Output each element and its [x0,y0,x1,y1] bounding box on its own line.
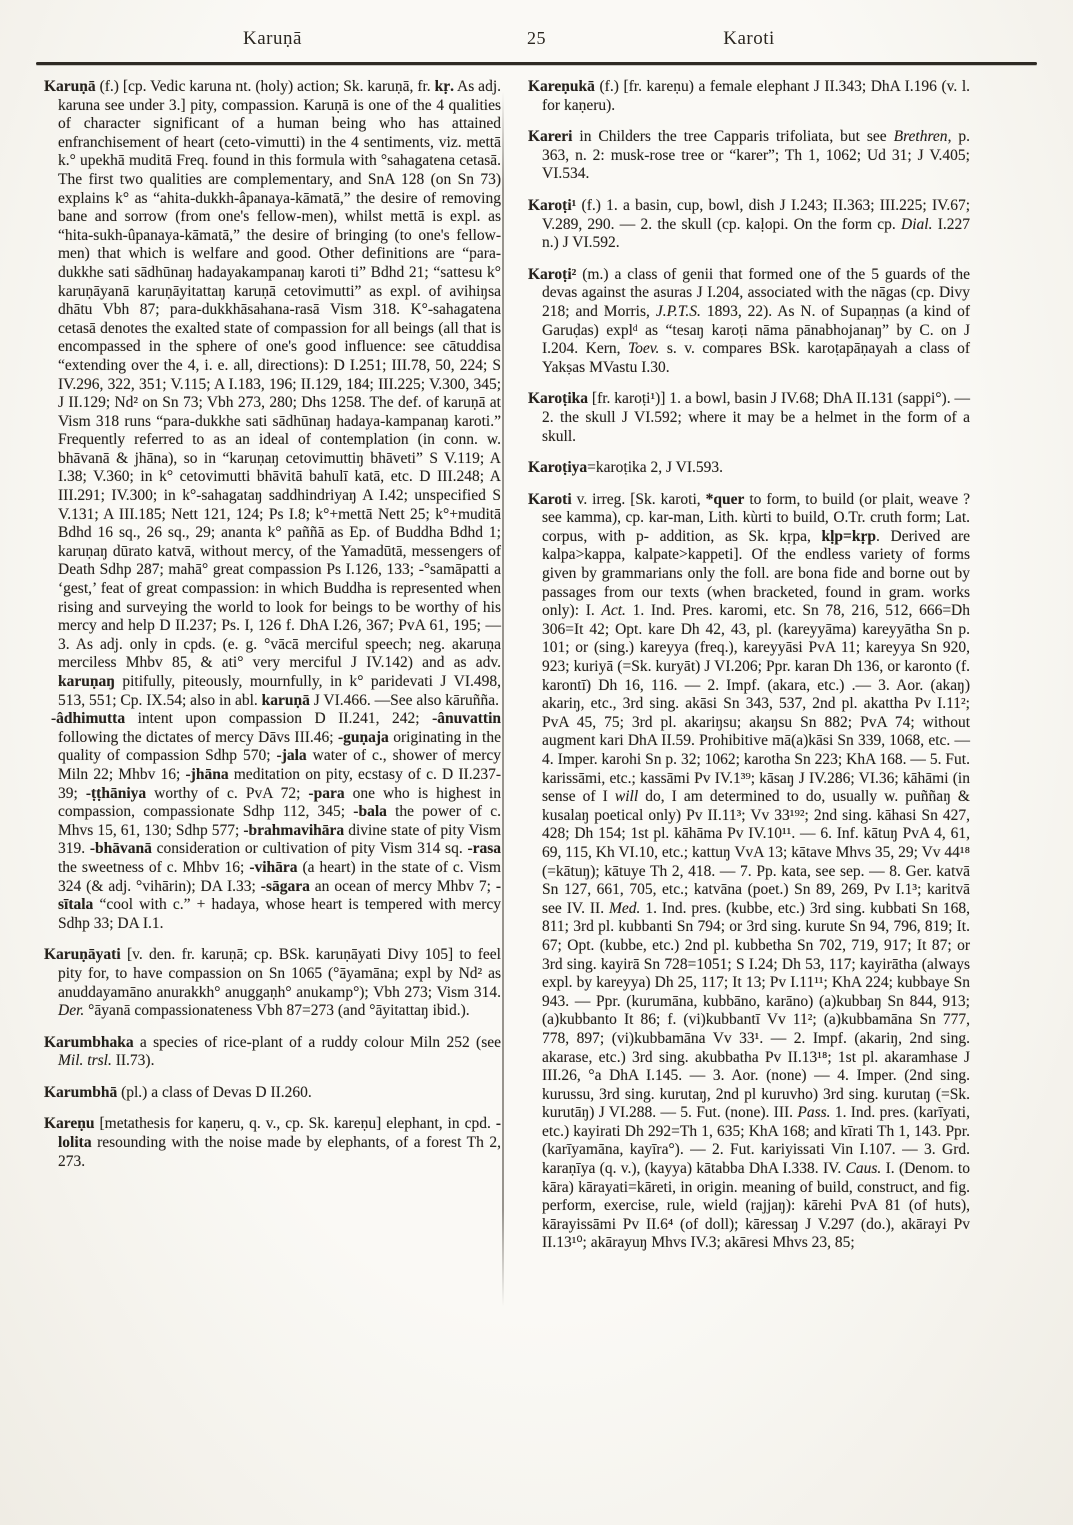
text-run: I. (Denom. to kāra) kārayati=kāreti, in origin. meaning of build, construct, and fig. perform, exercise, rule, wield (rajjaŋ): kārehi PvA 81 (of huts), kārayissāmi Pv II.6⁴ (of doll); kāressaŋ J V.297 (do.), akārayi Pv II.13¹⁰; akārayuŋ Mhvs IV.3; akāresi Mhvs 23, 85; [542,1160,970,1252]
bold-lemma: -guṇaja [337,728,389,746]
text-run: (pl.) a class of Devas D II.260. [117,1083,312,1101]
dictionary-entry [44,1084,501,1103]
running-header [0,28,1073,58]
text-run: following the dictates of mercy Dāvs III.46; [58,728,338,746]
text-run: (f.) [fr. kareṇu) a female elephant J II.343; DhA I.196 (v. l. for kaṇeru). [542,78,970,114]
text-run: II.73). [111,1052,155,1070]
entry-para [44,78,501,710]
bold-lemma: -vihāra [249,858,298,876]
entry-para [44,946,501,1020]
dictionary-entry [528,491,970,1253]
italic-ref: Dial. [901,215,933,233]
text-run: °āyanā compassionateness Vbh 87=273 (and °āyitattaŋ ibid.). [84,1002,470,1020]
bold-lemma: -bala [353,803,387,821]
text-run: . Derived are kalpa>kappa, kalpate>kappeti]. Of the endless variety of forms given by grammarians only the foll. are bona fide and borne out by passages from our texts (when bracketed, found in gram. works only): I. [542,527,971,620]
entry-para [528,266,970,378]
text-run: a species of rice-plant of a ruddy colour Miln 252 (see [133,1033,501,1051]
text-run: divine state of pity Vism 319. [58,821,501,858]
dictionary-entry [44,1034,501,1071]
headword: Karoṭi¹ [528,196,577,214]
bold-lemma: karuṇaŋ [58,673,115,690]
bold-lemma: -para [308,784,345,802]
text-run: intent upon compassion D II.241, 242; [125,710,433,728]
bold-lemma: *quer [705,490,745,508]
entry-para [528,459,970,478]
entry-para [44,1084,501,1103]
text-run: the power of c. Mhvs 15, 61, 130; Sdhp 577; [58,803,501,839]
dictionary-entry [528,128,970,184]
text-run: [v. den. fr. karuṇā; cp. BSk. karuṇāyati Divy 105] to feel pity for, to have compassion on Sn 1065 (°āyamāna; expl by Nd² as anuddayamāno anurakkh° anuggaṇh° anukamp°); Vbh 273; Vism 314. [58,946,501,1001]
bold-lemma: -bhāvanā [89,840,152,858]
text-run: s. v. compares BSk. karoṭapāṇayah a class of Yakṣas MVastu I.30. [542,340,970,376]
running-title-right: Karoti [723,28,775,49]
headword: Karumbhā [44,1083,118,1101]
headword: Kareṇu [44,1115,95,1133]
text-run: do, I am determined to do, usually w. puññaŋ & kusalaŋ poetical only) Pv II.11³; Vv 33¹⁹²; 2nd sing. kāhasi Sn 427, 428; Dh 154; 1st pl. kāhāma Pv IV.10¹¹. — 6. Inf. kātuŋ PvA 4, 61, 69, 115, Kh VI.10, etc.; kattuŋ VvA 13; kātave Mhvs 35, 29; Vv 44¹⁸ (=kātuŋ); kātuye Th 2, 418. — 7. Pp. kata, see sep. — 8. Ger. katvā Sn 127, 661, 705, etc.; katvāna (poet.) Sn 89, 269, Pv I.1³; karitvā see IV. II. [542,788,970,917]
text-run: , p. 363, n. 2: musk-rose tree or “karer”; Th 1, 1062; Ud 31; J V.405; VI.534. [542,128,970,183]
text-run: [fr. karoṭi¹)] 1. a bowl, basin J IV.68; DhA II.131 (sappi°). — 2. the skull J VI.592; where it may be a helmet in the form of a skull. [542,390,970,445]
text-run: v. irreg. [Sk. karoti, [571,490,706,508]
text-run: [metathesis for kaṇeru, q. v., cp. Sk. kareṇu] elephant, in cpd. [94,1115,496,1133]
headword: Karuṇāyati [44,946,121,964]
text-run: the sweetness of c. Mhbv 16; [58,858,250,876]
dictionary-entry [528,390,970,446]
entry-para [528,128,970,184]
text-run: (a heart) in the state of c. Vism 324 (& adj. °vihārin); DA I.33; [58,858,501,895]
entry-para [44,1034,501,1071]
headword: Karuṇā [44,78,96,95]
text-run: 1. Ind. pres. (kubbe, etc.) 3rd sing. kubbati Sn 168, 811; 3rd pl. kubbanti Sn 794; or 3rd sing. kurute Sn 94, 796, 819; It. 67; Opt. (kubbe, etc.) 2nd pl. kubbetha Sn 702, 719, 917; It 87; or 3rd sing. kayirā Sn 728=1051; S I.24; Dh 53, 117; kayirātha (always expl. by kareyya) Dh 25, 117; It 13; Pv I.11¹¹; KhA 224; kubbaye Sn 943. — Ppr. (kurumāna, kubbāno, karāno) (a)kubbaŋ Sn 844, 913; (a)kubbanto It 86; f. (vi)kubbantī Vv 11²; (a)kubbamāna Sn 777, 778, 897; (vi)kubbamāna Vv 33¹. — 2. Impf. (akariŋ, 2nd sing. akarase, etc.) 3rd sing. akubbatha Pv II.13¹⁸; 1st pl. akaramhase J III.26, °a DhA I.145. — 3. Aor. (none) — 4. Imper. (2nd sing. kurussu, 3rd sing. kurutaŋ, 2nd pl kuruvho) 3rd sing. kurutaŋ (=Sk. kurutāŋ) J VI.288. — 5. Fut. (none). III. [542,899,970,1122]
italic-ref: J.P.T.S. [655,302,701,320]
bold-lemma: -lolita [58,1115,501,1152]
dictionary-entry [528,78,970,115]
bold-lemma: -jala [276,747,307,765]
italic-ref: Toev. [627,340,660,358]
italic-ref: Pass. [797,1104,831,1122]
italic-ref: Mil. trsl. [58,1052,112,1070]
entry-para [528,491,970,1253]
text-run: water of c., shower of mercy Miln 22; Mhbv 16; [58,747,501,783]
text-run: (f.) [cp. Vedic karuna nt. (holy) action; Sk. karuṇā, fr. [95,78,435,95]
bold-lemma: -âdhimutta [51,710,126,728]
bold-lemma: kṛ. [434,78,454,95]
headword: Karoṭika [528,390,588,408]
text-run: consideration or cultivation of pity Vism 314 sq. [151,840,468,858]
bold-lemma: karuṇā [261,691,310,709]
entry-para [44,1115,501,1171]
text-run: worthy of c. PvA 72; [146,784,309,802]
text-run: an ocean of mercy Mhbv 7; [309,877,496,895]
text-run: 1. Ind. pres. (karīyati, etc.) kayirati Dh 292=Th 1, 635; KhA 168; and kīrati Th 1, 143. Ppr. (karīyamāna, kayīra°). — 2. Fut. kariyissati Vin I.107. — 3. Grd. karaṇīya (q. v.), (kayya) kātabba DhA I.338. IV. [542,1104,970,1178]
text-run: 1893, 22). As N. of Supaṇṇas (a kind of Garuḍas) explᵈ as “tesaŋ karoṭi nāma pānabhojanaŋ” by C. on J I.204. Kern, [542,302,970,358]
dictionary-entry [44,946,501,1020]
headword: Kareri [528,128,573,146]
headword: Karoṭi² [528,265,577,283]
entry-para [528,390,970,446]
text-run: “cool with c.” + hadaya, whose heart is tempered with mercy Sdhp 33; DA I.1. [58,896,501,932]
dictionary-entry [44,78,501,933]
bold-lemma: -sītala [58,877,501,914]
right-column [528,78,970,1266]
entry-para [528,78,970,115]
text-run: 1. Ind. Pres. karomi, etc. Sn 78, 216, 512, 666=Dh 306=It 42; Opt. kare Dh 42, 43, pl. (kareyyāma) kareyyātha Sn p. 101; or (sing.) kareyya (freq.), kareyyāsi PvA 11; kareyya Sn 920, 923; kuriyā (=Sk. kuryāt) J VI.206; Ppr. karan Dh 136, or karonto (f. karontī) Dh 16, 116. — 2. Impf. (akara, etc.) .— 3. Aor. (akaŋ) akariŋ, etc., 3rd sing. akāsi Sn 343, 537, 2nd pl. akattha Pv I.11²; PvA 45, 75; 3rd pl. akariŋsu; akaŋsu Sn 882; PvA 74; without augment kari DhA II.59. Prohibitive mā(a)kāsi Sn 339, 1068, etc. — 4. Imper. karohi Sn p. 32; 1062; karotha Sn 223; KhA 168. — 5. Fut. karissāmi, etc.; kassāmi Pv IV.1³⁹; kāsaŋ J IV.286; VI.36; kāhāmi (in sense of I [542,602,970,806]
italic-ref: will [614,788,639,806]
left-column [44,78,501,1184]
text-run: As adj. karuna see under 3.] pity, compassion. Karuṇā is one of the 4 qualities of character significant of a human being who has attained enfranchisement of heart (ceto-vimutti) in the 4 sentiments, viz. mettā k.° upekhā muditā Freq. found in this formula with °sahagatena cetasā. The first two qualities are complementary, and SnA 128 (on Sn 73) explains k° as “ahita-dukkh-âpanaya-kāmatā,” the desire of removing bane and sorrow (from one's fellow-men), whilst mettā is expl. as “hita-sukh-ûpanaya-kāmatā,” the desire of bringing (to one's fellow-men) that which is welfare and good. Other definitions are “para-dukkhe sati sādhūnaŋ hadayakampanaŋ karoti ti” Bdhd 21; “sattesu k° karuṇāyanā karuṇāyitattaŋ karuṇā cetovimutti” as expl. of avihiŋsa dhātu Vbh 87; para-dukkhāsahana-rasā Vism 318. K°-sahagatena cetasā denotes the exalted state of compassion for all beings (all that is encompassed in the sphere of one's good influence: see cātuddisa “extending over the 4, i. e. all, directions): D I.251; III.78, 50, 224; S IV.296, 322, 351; V.115; A I.183, 196; II.129, 184; III.225; V.300, 345; J II.129; Nd² on Sn 73; Vbh 273, 280; Dhs 1258. The def. of karuṇā at Vism 318 runs “para-dukkhe sati sādhūnaŋ hadaya-kampanaŋ karoti.” Frequently referred to as an ideal of contemplation (in conn. w. bhāvanā & jhāna), so in “karuṇaŋ cetovimuttiŋ bhāveti” S V.119; A I.38; V.360; in k° cetovimutti bhāvitā bahulī katā, etc. D III.248; A III.291; IV.300; in k°-sahagataŋ saddhindriyaŋ A I.42; unspecified S V.131; A III.185; Nett 121, 124; Ps I.8; k°+mettā Nett 25; k°+muditā Bdhd 16 sq., 26 sq., 29; ananta k° paññā as Ep. of Buddha Bdhd 1; karuṇaŋ dūrato katvā, without mercy, of the Yamadūtā, messengers of Death Sdhp 287; mahā° great compassion Ps I.126, 133; -°samāpatti a ‘gest,’ feat of great compassion: in which Buddha is represented when rising and surveying the world to look for beings to be worthy of his mercy and help D II.237; Ps. I, 126 f. DhA I.26, 367; PvA 61, 195; — 3. As adj. only in cpds. (e. g. °vācā merciful speech; neg. akaruṇa merciless Mhbv 85, & ati° very merciful J IV.142) and as adv. [58,78,501,672]
headword: Kareṇukā [528,78,595,95]
column-divider [502,92,504,1307]
text-run: =karoṭika 2, J VI.593. [587,459,724,477]
text-run: in Childers the tree Capparis trifoliata, but see [572,128,894,146]
text-run: (f.) 1. a basin, cup, bowl, dish J I.243; II.363; III.225; IV.67; V.289, 290. — 2. the skull (cp. kaḷopi. On the form cp. [542,196,970,233]
entry-para [528,197,970,253]
italic-ref: Der. [58,1002,85,1020]
page-number: 25 [527,28,546,48]
dictionary-entry [528,459,970,478]
compound-list-para [44,710,501,933]
text-run: meditation on pity, ecstasy of c. D II.237-39; [58,765,501,802]
headword: Karoti [528,490,572,508]
header-rule [36,62,1037,65]
text-run: originating in the quality of compassion Sdhp 570; [58,728,501,765]
text-run: I.227 n.) J VI.592. [542,215,970,252]
dictionary-entry [528,266,970,378]
bold-lemma: -jhāna [185,765,229,783]
italic-ref: Caus. [845,1160,882,1178]
headword: Karoṭiya [528,459,588,477]
running-title-left: Karuṇā [243,28,302,49]
bold-lemma: -brahmavihāra [243,821,345,839]
dictionary-entry [528,197,970,253]
text-run: to form, to build (or plait, weave ? see kamma), cp. kar-man, Lith. kùrti to build, O.Tr. cruth form; Lat. corpus, with p- addition, as Sk. kṛpa, [542,490,970,545]
bold-lemma: -ânuvattin [432,710,501,728]
bold-lemma: kḷp=kṛp [821,527,876,545]
headword: Karumbhaka [44,1033,134,1051]
text-run: J VI.466. —See also kāruñña. [309,691,500,709]
text-run: one who is highest in compassion, compassionate Sdhp 112, 345; [58,784,501,821]
bold-lemma: -ṭṭhāniya [85,784,147,802]
bold-lemma: -sāgara [260,877,310,895]
text-run: resounding with the noise made by elephants, of a forest Th 2, 273. [58,1134,501,1170]
text-run: pitifully, piteously, mournfully, in k° paridevati J VI.498, 513, 551; Cp. IX.54; also in abl. [58,673,501,709]
italic-ref: Act. [601,602,626,620]
italic-ref: Brethren [893,128,948,146]
italic-ref: Med. [609,899,641,917]
text-run: (m.) a class of genii that formed one of the 5 guards of the devas against the asuras J I.204, associated with the nāgas (cp. Divy 218; and Morris, [542,265,970,320]
dictionary-entry [44,1115,501,1171]
bold-lemma: -rasa [467,840,502,858]
